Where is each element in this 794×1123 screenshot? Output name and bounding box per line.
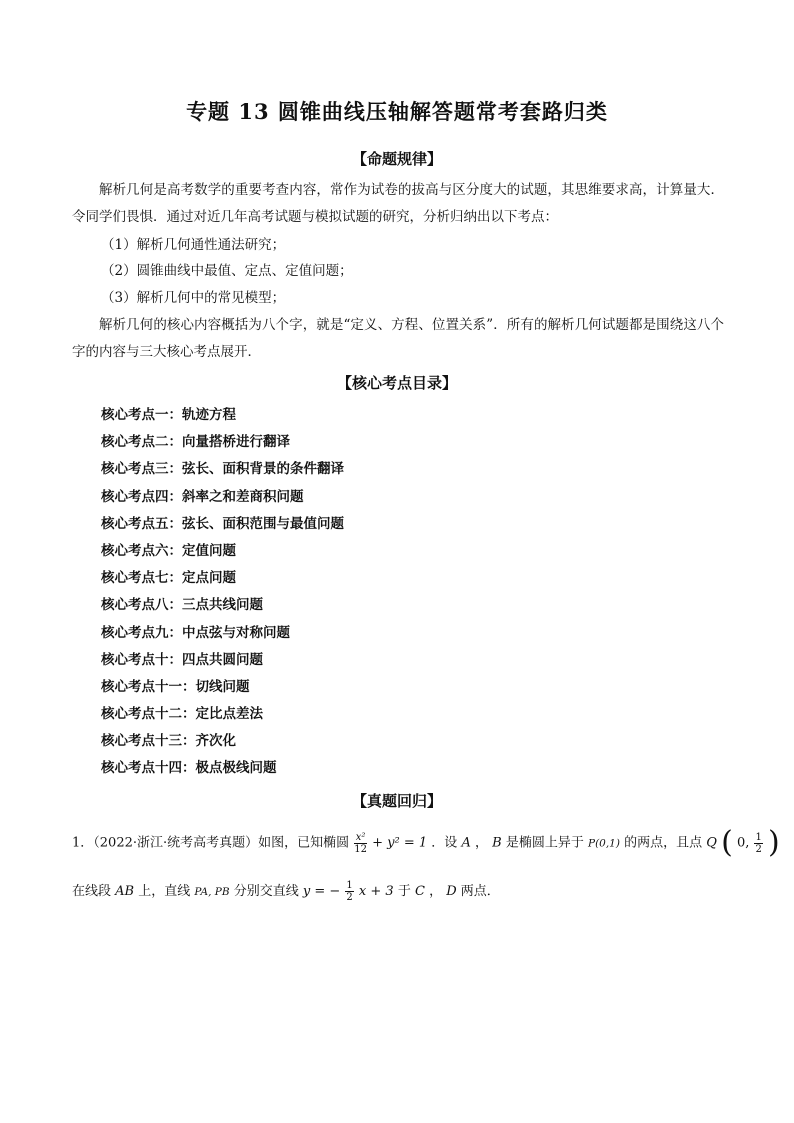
toc-item: 核心考点十：四点共圆问题 <box>101 651 263 668</box>
q-x: 0, <box>736 835 750 851</box>
toc-item: 核心考点四：斜率之和差商积问题 <box>101 488 304 505</box>
point-p: P(0,1) <box>588 837 620 850</box>
left-paren-icon: ( <box>721 825 733 860</box>
var-d: D <box>446 884 457 899</box>
page-title: 专题 13 圆锥曲线压轴解答题常考套路归类 <box>186 99 608 124</box>
toc-item: 核心考点十二：定比点差法 <box>101 706 263 723</box>
lines-pa-pb: PA, PB <box>194 886 230 898</box>
segment-ab: AB <box>115 884 135 899</box>
toc-item: 核心考点五：弦长、面积范围与最值问题 <box>101 515 344 532</box>
point-q: Q <box>706 835 717 851</box>
toc-item: 核心考点十三：齐次化 <box>101 733 236 750</box>
var-a: A <box>461 835 471 851</box>
toc-item: 核心考点十一：切线问题 <box>101 678 250 695</box>
line-eq-fraction: $\frac{1}{2}$ <box>346 880 353 903</box>
toc-item: 核心考点九：中点弦与对称问题 <box>101 624 290 641</box>
var-b: B <box>492 835 502 851</box>
section-heading-rules: 【命题规律】 <box>351 150 442 168</box>
line-eq-rhs: x + 3 <box>358 884 394 899</box>
toc-item: 核心考点三：弦长、面积背景的条件翻译 <box>101 461 344 478</box>
ellipse-fraction: $\frac{\text{x²}}{12}$ <box>354 831 367 855</box>
toc-item: 核心考点十四：极点极线问题 <box>101 760 277 777</box>
toc-item: 核心考点八：三点共线问题 <box>101 597 263 614</box>
toc-item: 核心考点七：定点问题 <box>101 570 236 587</box>
q-fraction: $\frac{1}{2}$ <box>755 831 762 855</box>
point-item-2: （2）圆锥曲线中最值、定点、定值问题； <box>101 263 353 279</box>
section-heading-real: 【真题回归】 <box>351 792 442 810</box>
toc-item: 核心考点六：定值问题 <box>101 542 236 559</box>
ellipse-rest: + y² = 1 <box>372 835 428 851</box>
core-points-list <box>101 404 344 785</box>
question-prefix: 1．（2022·浙江·统考高考真题）如图，已知椭圆 <box>72 835 350 851</box>
question-line-1: 1．（2022·浙江·统考高考真题）如图，已知椭圆 $\frac{\text{x²}}{12}$ + y² = 1 ．设 A ， B 是椭圆上异于 P(0,1) 的两点，且点 Q ( 0, $\frac{1}{2}$ ) <box>72 825 780 860</box>
right-paren-icon: ) <box>768 825 780 860</box>
var-c: C <box>414 884 425 899</box>
line-eq-lhs: y = − <box>302 884 341 899</box>
question-line-2: 在线段 AB 上，直线 PA, PB 分别交直线 y = − $\frac{1}{2}$ x + 3 于 C ， D 两点． <box>72 880 500 903</box>
core-paragraph: 解析几何的核心内容概括为八个字，就是“定义、方程、位置关系”．所有的解析几何试题都是围绕这八个字的内容与三大核心考点展开． <box>72 317 724 360</box>
section-heading-toc: 【核心考点目录】 <box>336 374 457 392</box>
toc-item: 核心考点二：向量搭桥进行翻译 <box>101 434 290 451</box>
point-item-3: （3）解析几何中的常见模型； <box>101 290 286 306</box>
toc-item: 核心考点一：轨迹方程 <box>101 407 236 423</box>
intro-paragraph: 解析几何是高考数学的重要考查内容，常作为试卷的拔高与区分度大的试题，其思维要求高，计算量大．令同学们畏惧．通过对近几年高考试题与模拟试题的研究，分析归纳出以下考点： <box>72 182 724 225</box>
point-item-1: （1）解析几何通性通法研究； <box>101 237 286 253</box>
